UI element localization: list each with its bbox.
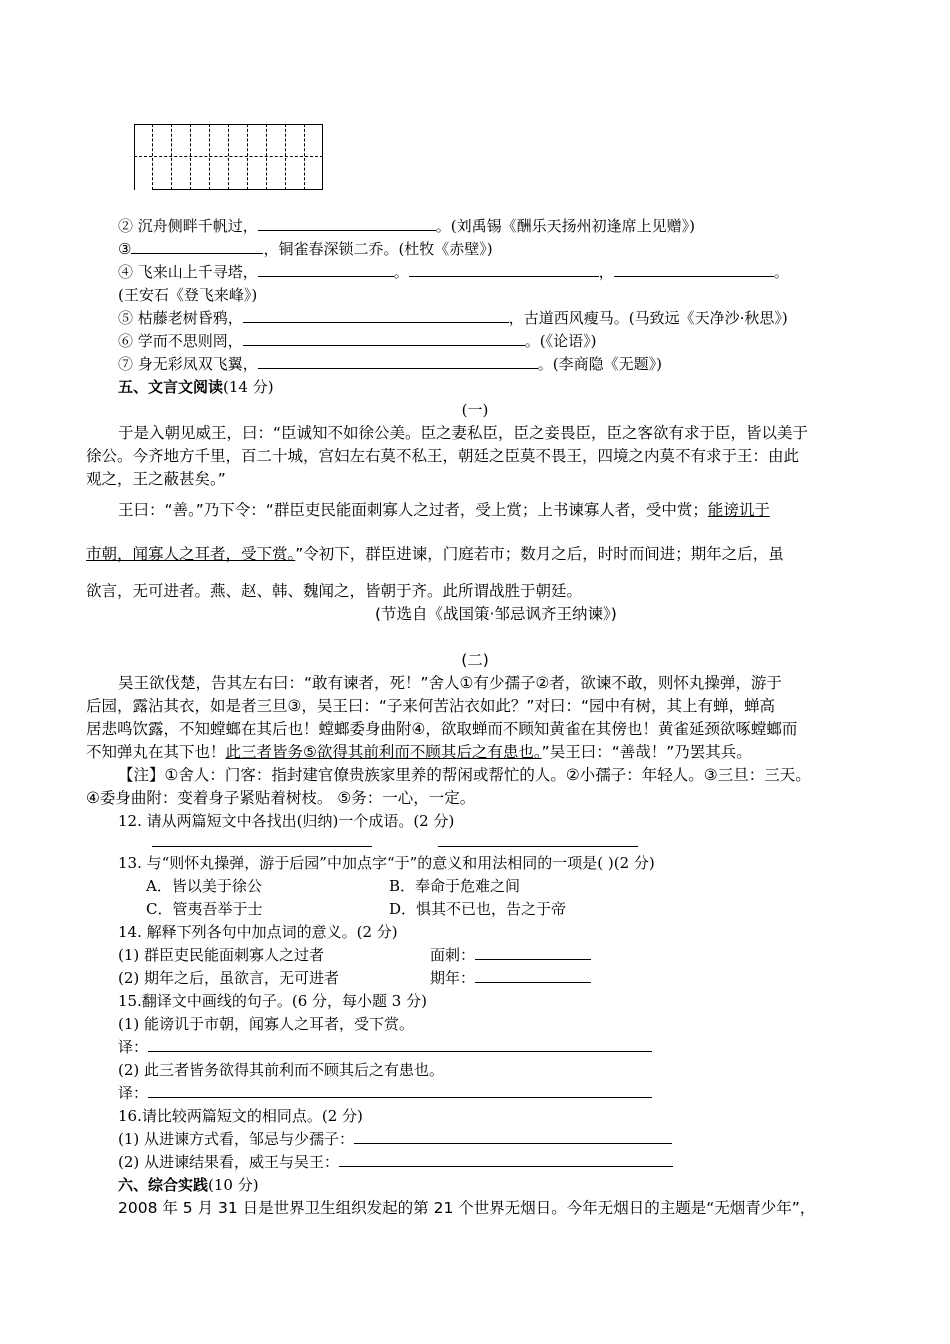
passage-1-line-3: 观之，王之蔽甚矣。” (86, 470, 226, 488)
question-14-item-2: (2) 期年之后，虽欲言，无可进者 (118, 969, 340, 987)
passage-2-line-2: 后园，露沾其衣，如是者三旦③，吴王曰：“子来何苦沾衣如此？”对曰：“园中有树，其上有蝉，蝉高 (86, 697, 775, 715)
option-a[interactable]: A．皆以美于徐公 (146, 877, 262, 895)
answer-blank[interactable] (475, 945, 591, 960)
answer-blank[interactable] (258, 354, 538, 369)
passage-1-line-5: 市朝，闻寡人之耳者，受下赏。”令初下，群臣进谏，门庭若市；数月之后，时时而间进；期年之后，虽 (86, 545, 784, 563)
answer-line[interactable] (438, 846, 638, 847)
translation-label-1: 译： (118, 1037, 652, 1057)
answer-blank[interactable] (148, 1083, 652, 1098)
poem-line-3: ③ ，铜雀春深锁二乔。(杜牧《赤壁》) (118, 240, 493, 258)
question-14-label-2: 期年： (430, 968, 591, 988)
answer-blank[interactable] (131, 239, 263, 254)
part-1-mark: (一) (461, 401, 489, 419)
poem-line-2: ② 沉舟侧畔千帆过， 。(刘禹锡《酬乐天扬州初逢席上见赠》) (118, 217, 695, 235)
question-13: 13. 与“则怀丸操弹，游于后园”中加点字“于”的意义和用法相同的一项是( )(2 分) (118, 854, 655, 872)
poem-line-5: ⑤ 枯藤老树昏鸦， ，古道西风瘦马。(马致远《天净沙·秋思》) (118, 309, 788, 327)
passage-1-line-1: 于是入朝见威王，曰：“臣诚知不如徐公美。臣之妻私臣，臣之妾畏臣，臣之客欲有求于臣，皆以美于 (118, 424, 809, 442)
answer-blank[interactable] (339, 1152, 673, 1167)
notes-line-2: ④委身曲附：变着身子紧贴着树枝。 ⑤务：一心，一定。 (86, 789, 476, 807)
answer-blank[interactable] (475, 968, 591, 983)
answer-blank[interactable] (409, 262, 599, 277)
passage-1-line-4: 王曰：“善。”乃下令：“群臣吏民能面刺寡人之过者，受上赏；上书谏寡人者，受中赏；能谤讥于 (118, 501, 770, 519)
passage-2-line-3: 居悲鸣饮露，不知螳螂在其后也！螳螂委身曲附④，欲取蝉而不顾知黄雀在其傍也！黄雀延颈欲啄螳螂而 (86, 720, 798, 738)
answer-blank[interactable] (243, 308, 509, 323)
question-16-item-2: (2) 从进谏结果看，威王与吴王： (118, 1152, 673, 1172)
section-5-heading: 五、文言文阅读(14 分) (118, 378, 274, 396)
option-c[interactable]: C．管夷吾举于士 (146, 900, 263, 918)
notes-line-1: 【注】①舍人：门客：指封建官僚贵族家里养的帮闲或帮忙的人。②小孺子：年轻人。③三旦：三天。 (118, 766, 811, 784)
question-14: 14. 解释下列各句中加点词的意义。(2 分) (118, 923, 398, 941)
answer-blank[interactable] (148, 1037, 652, 1052)
answer-blank[interactable] (243, 331, 525, 346)
section-6-heading: 六、综合实践(10 分) (118, 1176, 259, 1194)
answer-blank[interactable] (614, 262, 774, 277)
poem-line-7: ⑦ 身无彩凤双飞翼， 。(李商隐《无题》) (118, 355, 662, 373)
part-2-mark: (二) (461, 651, 489, 669)
passage-2-line-4: 不知弹丸在其下也！此三者皆务⑤欲得其前利而不顾其后之有患也。”吴王曰：“善哉！”乃罢其兵。 (86, 743, 752, 761)
poem-line-4-source: (王安石《登飞来峰》) (118, 286, 258, 304)
answer-blank[interactable] (258, 216, 436, 231)
passage-1-line-6: 欲言，无可进者。燕、赵、韩、魏闻之，皆朝于齐。此所谓战胜于朝廷。 (86, 582, 583, 600)
answer-line[interactable] (152, 846, 372, 847)
option-b[interactable]: B．奉命于危难之间 (389, 877, 521, 895)
poem-line-6: ⑥ 学而不思则罔， 。(《论语》) (118, 332, 597, 350)
passage-1-line-2: 徐公。今齐地方千里，百二十城，宫妇左右莫不私王，朝廷之臣莫不畏王，四境之内莫不有求于王：由此 (86, 447, 800, 465)
question-12: 12. 请从两篇短文中各找出(归纳)一个成语。(2 分) (118, 812, 455, 830)
writing-grid (134, 124, 323, 190)
question-14-label-1: 面刺： (430, 945, 591, 965)
answer-blank[interactable] (258, 262, 394, 277)
question-16-item-1: (1) 从进谏方式看，邹忌与少孺子： (118, 1129, 672, 1149)
option-d[interactable]: D．惧其不已也，告之于帝 (389, 900, 567, 918)
translation-label-2: 译： (118, 1083, 652, 1103)
question-15-item-2: (2) 此三者皆务欲得其前利而不顾其后之有患也。 (118, 1061, 445, 1079)
section-6-paragraph: 2008 年 5 月 31 日是世界卫生组织发起的第 21 个世界无烟日。今年无烟日的主题是“无烟青少年”， (118, 1199, 816, 1217)
passage-1-source: (节选自《战国策·邹忌讽齐王纳谏》) (375, 605, 617, 623)
poem-line-4: ④ 飞来山上千寻塔， 。 ， 。 (118, 263, 789, 281)
passage-2-line-1: 吴王欲伐楚，告其左右曰：“敢有谏者，死！”舍人①有少孺子②者，欲谏不敢，则怀丸操弹，游于 (118, 674, 782, 692)
answer-blank[interactable] (354, 1129, 672, 1144)
question-15-item-1: (1) 能谤讥于市朝，闻寡人之耳者，受下赏。 (118, 1015, 415, 1033)
question-14-item-1: (1) 群臣吏民能面刺寡人之过者 (118, 946, 325, 964)
question-16: 16.请比较两篇短文的相同点。(2 分) (118, 1107, 363, 1125)
question-15: 15.翻译文中画线的句子。(6 分，每小题 3 分) (118, 992, 427, 1010)
